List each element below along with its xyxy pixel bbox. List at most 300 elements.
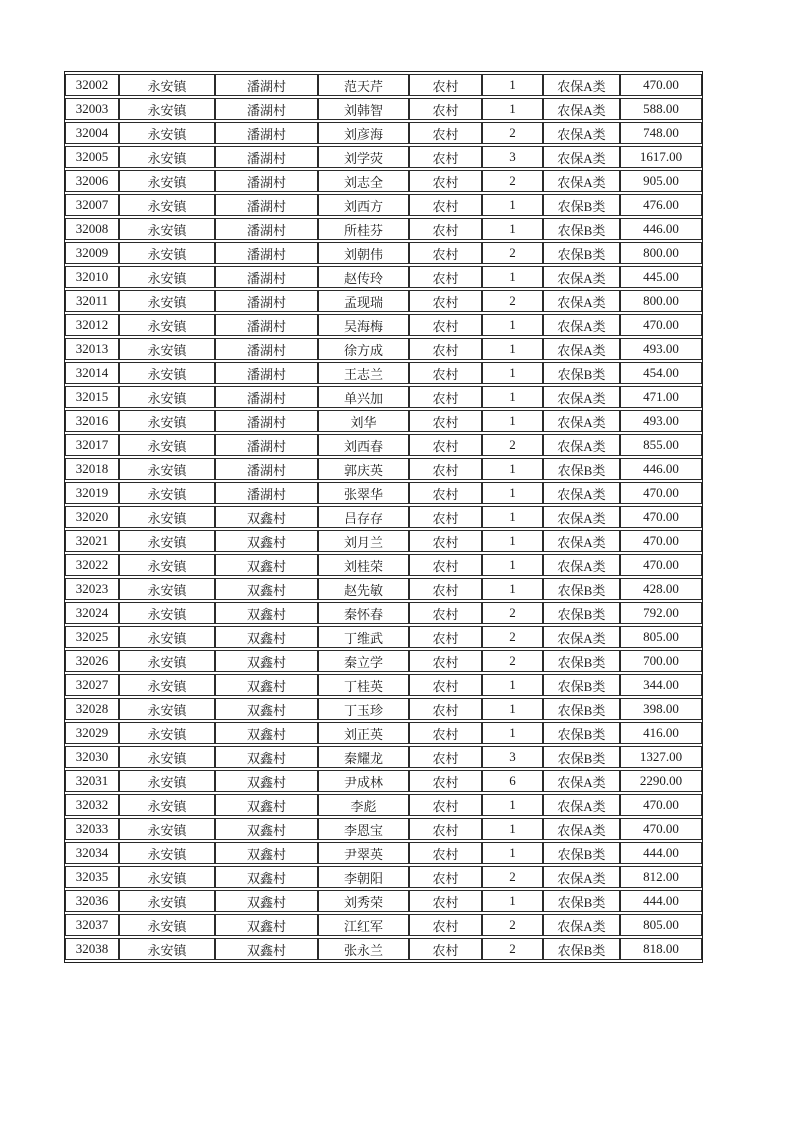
- cell-person-name: 尹成林: [318, 770, 409, 792]
- cell-residence: 农村: [409, 218, 482, 240]
- cell-village: 双鑫村: [215, 578, 318, 600]
- cell-category: 农保A类: [543, 506, 620, 528]
- cell-category: 农保A类: [543, 770, 620, 792]
- cell-residence: 农村: [409, 866, 482, 888]
- cell-count: 2: [482, 170, 543, 192]
- cell-count: 2: [482, 122, 543, 144]
- cell-category: 农保A类: [543, 314, 620, 336]
- benefit-records-table: [64, 71, 703, 963]
- table-row: [65, 386, 702, 408]
- cell-town: 永安镇: [119, 890, 215, 912]
- cell-amount: 493.00: [620, 410, 702, 432]
- cell-amount: 700.00: [620, 650, 702, 672]
- cell-town: 永安镇: [119, 554, 215, 576]
- cell-count: 2: [482, 914, 543, 936]
- cell-village: 潘湖村: [215, 194, 318, 216]
- cell-id: 32027: [65, 674, 119, 696]
- cell-count: 1: [482, 458, 543, 480]
- cell-residence: 农村: [409, 290, 482, 312]
- cell-town: 永安镇: [119, 626, 215, 648]
- cell-count: 1: [482, 530, 543, 552]
- table-row: [65, 218, 702, 240]
- cell-count: 1: [482, 722, 543, 744]
- cell-residence: 农村: [409, 506, 482, 528]
- cell-residence: 农村: [409, 242, 482, 264]
- cell-residence: 农村: [409, 362, 482, 384]
- cell-residence: 农村: [409, 266, 482, 288]
- cell-town: 永安镇: [119, 698, 215, 720]
- cell-id: 32023: [65, 578, 119, 600]
- cell-count: 1: [482, 386, 543, 408]
- cell-count: 2: [482, 866, 543, 888]
- cell-town: 永安镇: [119, 530, 215, 552]
- cell-count: 2: [482, 602, 543, 624]
- cell-id: 32004: [65, 122, 119, 144]
- cell-person-name: 刘正英: [318, 722, 409, 744]
- cell-id: 32005: [65, 146, 119, 168]
- cell-amount: 855.00: [620, 434, 702, 456]
- cell-amount: 344.00: [620, 674, 702, 696]
- cell-amount: 470.00: [620, 482, 702, 504]
- cell-id: 32013: [65, 338, 119, 360]
- cell-residence: 农村: [409, 194, 482, 216]
- cell-person-name: 徐方成: [318, 338, 409, 360]
- cell-residence: 农村: [409, 314, 482, 336]
- cell-amount: 445.00: [620, 266, 702, 288]
- cell-id: 32016: [65, 410, 119, 432]
- table-row: [65, 938, 702, 960]
- cell-category: 农保A类: [543, 794, 620, 816]
- cell-village: 双鑫村: [215, 530, 318, 552]
- cell-village: 潘湖村: [215, 362, 318, 384]
- table-row: [65, 746, 702, 768]
- cell-village: 双鑫村: [215, 914, 318, 936]
- cell-amount: 800.00: [620, 242, 702, 264]
- table-row: [65, 122, 702, 144]
- cell-count: 1: [482, 842, 543, 864]
- cell-category: 农保B类: [543, 722, 620, 744]
- cell-category: 农保A类: [543, 146, 620, 168]
- cell-id: 32033: [65, 818, 119, 840]
- table-row: [65, 458, 702, 480]
- cell-town: 永安镇: [119, 938, 215, 960]
- cell-residence: 农村: [409, 674, 482, 696]
- cell-count: 6: [482, 770, 543, 792]
- cell-town: 永安镇: [119, 266, 215, 288]
- cell-amount: 805.00: [620, 626, 702, 648]
- table-row: [65, 890, 702, 912]
- cell-residence: 农村: [409, 530, 482, 552]
- cell-town: 永安镇: [119, 602, 215, 624]
- cell-person-name: 郭庆英: [318, 458, 409, 480]
- table-row: [65, 770, 702, 792]
- cell-person-name: 刘志全: [318, 170, 409, 192]
- cell-village: 双鑫村: [215, 626, 318, 648]
- cell-town: 永安镇: [119, 842, 215, 864]
- cell-person-name: 刘华: [318, 410, 409, 432]
- cell-residence: 农村: [409, 770, 482, 792]
- cell-amount: 444.00: [620, 890, 702, 912]
- cell-amount: 493.00: [620, 338, 702, 360]
- cell-count: 2: [482, 938, 543, 960]
- table-row: [65, 602, 702, 624]
- cell-count: 1: [482, 698, 543, 720]
- cell-count: 1: [482, 314, 543, 336]
- cell-residence: 农村: [409, 890, 482, 912]
- cell-town: 永安镇: [119, 650, 215, 672]
- cell-residence: 农村: [409, 842, 482, 864]
- cell-person-name: 刘秀荣: [318, 890, 409, 912]
- cell-person-name: 秦立学: [318, 650, 409, 672]
- cell-amount: 428.00: [620, 578, 702, 600]
- cell-town: 永安镇: [119, 338, 215, 360]
- cell-category: 农保B类: [543, 650, 620, 672]
- cell-category: 农保A类: [543, 266, 620, 288]
- cell-village: 潘湖村: [215, 434, 318, 456]
- cell-village: 潘湖村: [215, 98, 318, 120]
- cell-id: 32011: [65, 290, 119, 312]
- cell-residence: 农村: [409, 146, 482, 168]
- cell-residence: 农村: [409, 434, 482, 456]
- table-row: [65, 626, 702, 648]
- cell-person-name: 单兴加: [318, 386, 409, 408]
- cell-amount: 470.00: [620, 554, 702, 576]
- table-row: [65, 578, 702, 600]
- cell-person-name: 赵先敏: [318, 578, 409, 600]
- cell-town: 永安镇: [119, 74, 215, 96]
- cell-residence: 农村: [409, 386, 482, 408]
- cell-residence: 农村: [409, 746, 482, 768]
- cell-town: 永安镇: [119, 194, 215, 216]
- cell-category: 农保A类: [543, 74, 620, 96]
- cell-person-name: 刘朝伟: [318, 242, 409, 264]
- cell-category: 农保A类: [543, 434, 620, 456]
- cell-residence: 农村: [409, 410, 482, 432]
- cell-count: 1: [482, 218, 543, 240]
- table-row: [65, 482, 702, 504]
- cell-person-name: 秦耀龙: [318, 746, 409, 768]
- cell-person-name: 丁桂英: [318, 674, 409, 696]
- cell-residence: 农村: [409, 602, 482, 624]
- cell-id: 32006: [65, 170, 119, 192]
- cell-id: 32032: [65, 794, 119, 816]
- cell-residence: 农村: [409, 650, 482, 672]
- cell-person-name: 张永兰: [318, 938, 409, 960]
- cell-town: 永安镇: [119, 290, 215, 312]
- cell-count: 1: [482, 578, 543, 600]
- cell-id: 32017: [65, 434, 119, 456]
- table-row: [65, 314, 702, 336]
- cell-category: 农保A类: [543, 290, 620, 312]
- cell-count: 1: [482, 818, 543, 840]
- cell-count: 1: [482, 98, 543, 120]
- cell-category: 农保A类: [543, 914, 620, 936]
- cell-id: 32036: [65, 890, 119, 912]
- cell-count: 1: [482, 482, 543, 504]
- cell-id: 32007: [65, 194, 119, 216]
- cell-town: 永安镇: [119, 458, 215, 480]
- cell-person-name: 尹翠英: [318, 842, 409, 864]
- table-row: [65, 338, 702, 360]
- cell-id: 32022: [65, 554, 119, 576]
- cell-person-name: 吕存存: [318, 506, 409, 528]
- cell-person-name: 王志兰: [318, 362, 409, 384]
- cell-category: 农保B类: [543, 938, 620, 960]
- cell-person-name: 秦怀春: [318, 602, 409, 624]
- cell-town: 永安镇: [119, 362, 215, 384]
- table-row: [65, 194, 702, 216]
- cell-person-name: 刘学荧: [318, 146, 409, 168]
- cell-village: 双鑫村: [215, 698, 318, 720]
- cell-count: 2: [482, 650, 543, 672]
- cell-town: 永安镇: [119, 794, 215, 816]
- cell-id: 32012: [65, 314, 119, 336]
- cell-id: 32031: [65, 770, 119, 792]
- cell-person-name: 丁玉珍: [318, 698, 409, 720]
- table-row: [65, 818, 702, 840]
- cell-category: 农保A类: [543, 338, 620, 360]
- cell-residence: 农村: [409, 578, 482, 600]
- cell-person-name: 李彪: [318, 794, 409, 816]
- cell-amount: 588.00: [620, 98, 702, 120]
- cell-amount: 812.00: [620, 866, 702, 888]
- table-row: [65, 506, 702, 528]
- cell-person-name: 刘西方: [318, 194, 409, 216]
- cell-person-name: 江红军: [318, 914, 409, 936]
- cell-town: 永安镇: [119, 746, 215, 768]
- table-row: [65, 698, 702, 720]
- cell-town: 永安镇: [119, 314, 215, 336]
- table-row: [65, 434, 702, 456]
- cell-category: 农保B类: [543, 698, 620, 720]
- cell-person-name: 张翠华: [318, 482, 409, 504]
- cell-village: 潘湖村: [215, 266, 318, 288]
- cell-count: 1: [482, 674, 543, 696]
- cell-residence: 农村: [409, 626, 482, 648]
- cell-category: 农保A类: [543, 386, 620, 408]
- table-row: [65, 170, 702, 192]
- cell-amount: 1327.00: [620, 746, 702, 768]
- cell-count: 1: [482, 194, 543, 216]
- cell-town: 永安镇: [119, 410, 215, 432]
- cell-town: 永安镇: [119, 578, 215, 600]
- cell-village: 潘湖村: [215, 170, 318, 192]
- cell-id: 32030: [65, 746, 119, 768]
- table-row: [65, 914, 702, 936]
- cell-count: 2: [482, 434, 543, 456]
- cell-id: 32024: [65, 602, 119, 624]
- cell-person-name: 丁维武: [318, 626, 409, 648]
- cell-town: 永安镇: [119, 506, 215, 528]
- cell-category: 农保B类: [543, 602, 620, 624]
- cell-category: 农保B类: [543, 242, 620, 264]
- cell-residence: 农村: [409, 698, 482, 720]
- cell-village: 潘湖村: [215, 386, 318, 408]
- cell-person-name: 赵传玲: [318, 266, 409, 288]
- cell-category: 农保B类: [543, 194, 620, 216]
- cell-town: 永安镇: [119, 674, 215, 696]
- table-row: [65, 530, 702, 552]
- cell-person-name: 刘桂荣: [318, 554, 409, 576]
- cell-category: 农保A类: [543, 554, 620, 576]
- cell-village: 潘湖村: [215, 146, 318, 168]
- cell-village: 双鑫村: [215, 602, 318, 624]
- cell-residence: 农村: [409, 938, 482, 960]
- table-row: [65, 674, 702, 696]
- cell-town: 永安镇: [119, 770, 215, 792]
- cell-category: 农保A类: [543, 818, 620, 840]
- records-table-body: [65, 74, 702, 960]
- cell-village: 潘湖村: [215, 314, 318, 336]
- cell-town: 永安镇: [119, 242, 215, 264]
- cell-village: 潘湖村: [215, 242, 318, 264]
- cell-count: 1: [482, 554, 543, 576]
- cell-category: 农保B类: [543, 362, 620, 384]
- cell-village: 双鑫村: [215, 842, 318, 864]
- cell-count: 2: [482, 242, 543, 264]
- cell-town: 永安镇: [119, 146, 215, 168]
- cell-id: 32018: [65, 458, 119, 480]
- cell-amount: 398.00: [620, 698, 702, 720]
- cell-amount: 476.00: [620, 194, 702, 216]
- cell-village: 双鑫村: [215, 818, 318, 840]
- cell-residence: 农村: [409, 74, 482, 96]
- cell-amount: 446.00: [620, 218, 702, 240]
- cell-id: 32029: [65, 722, 119, 744]
- cell-residence: 农村: [409, 722, 482, 744]
- cell-village: 潘湖村: [215, 458, 318, 480]
- cell-residence: 农村: [409, 554, 482, 576]
- table-row: [65, 362, 702, 384]
- table-row: [65, 794, 702, 816]
- cell-town: 永安镇: [119, 218, 215, 240]
- cell-amount: 470.00: [620, 314, 702, 336]
- cell-village: 潘湖村: [215, 74, 318, 96]
- cell-category: 农保B类: [543, 674, 620, 696]
- cell-person-name: 吴海梅: [318, 314, 409, 336]
- cell-count: 2: [482, 290, 543, 312]
- cell-person-name: 刘韩智: [318, 98, 409, 120]
- cell-id: 32034: [65, 842, 119, 864]
- cell-village: 潘湖村: [215, 122, 318, 144]
- cell-category: 农保A类: [543, 410, 620, 432]
- cell-amount: 470.00: [620, 530, 702, 552]
- cell-count: 3: [482, 746, 543, 768]
- cell-category: 农保A类: [543, 626, 620, 648]
- cell-amount: 471.00: [620, 386, 702, 408]
- cell-village: 双鑫村: [215, 722, 318, 744]
- table-row: [65, 410, 702, 432]
- cell-village: 潘湖村: [215, 290, 318, 312]
- cell-person-name: 李恩宝: [318, 818, 409, 840]
- cell-category: 农保A类: [543, 482, 620, 504]
- cell-village: 双鑫村: [215, 650, 318, 672]
- cell-town: 永安镇: [119, 914, 215, 936]
- cell-category: 农保A类: [543, 530, 620, 552]
- cell-residence: 农村: [409, 794, 482, 816]
- cell-village: 潘湖村: [215, 410, 318, 432]
- cell-amount: 748.00: [620, 122, 702, 144]
- cell-category: 农保B类: [543, 458, 620, 480]
- cell-category: 农保A类: [543, 122, 620, 144]
- cell-category: 农保B类: [543, 890, 620, 912]
- cell-category: 农保B类: [543, 842, 620, 864]
- cell-id: 32015: [65, 386, 119, 408]
- cell-id: 32002: [65, 74, 119, 96]
- cell-amount: 905.00: [620, 170, 702, 192]
- cell-count: 1: [482, 338, 543, 360]
- cell-town: 永安镇: [119, 386, 215, 408]
- cell-category: 农保B类: [543, 578, 620, 600]
- cell-id: 32026: [65, 650, 119, 672]
- cell-id: 32035: [65, 866, 119, 888]
- cell-count: 1: [482, 794, 543, 816]
- cell-count: 2: [482, 626, 543, 648]
- cell-village: 双鑫村: [215, 554, 318, 576]
- cell-id: 32009: [65, 242, 119, 264]
- cell-village: 双鑫村: [215, 866, 318, 888]
- cell-count: 3: [482, 146, 543, 168]
- cell-person-name: 范天芹: [318, 74, 409, 96]
- cell-id: 32028: [65, 698, 119, 720]
- table-row: [65, 74, 702, 96]
- cell-id: 32014: [65, 362, 119, 384]
- cell-person-name: 孟现瑞: [318, 290, 409, 312]
- cell-amount: 454.00: [620, 362, 702, 384]
- cell-town: 永安镇: [119, 98, 215, 120]
- cell-town: 永安镇: [119, 866, 215, 888]
- cell-village: 潘湖村: [215, 218, 318, 240]
- table-row: [65, 722, 702, 744]
- cell-residence: 农村: [409, 482, 482, 504]
- cell-village: 潘湖村: [215, 338, 318, 360]
- cell-amount: 416.00: [620, 722, 702, 744]
- table-row: [65, 290, 702, 312]
- cell-village: 双鑫村: [215, 938, 318, 960]
- cell-id: 32019: [65, 482, 119, 504]
- table-row: [65, 146, 702, 168]
- cell-id: 32025: [65, 626, 119, 648]
- cell-residence: 农村: [409, 170, 482, 192]
- cell-amount: 470.00: [620, 794, 702, 816]
- cell-count: 1: [482, 506, 543, 528]
- cell-category: 农保A类: [543, 866, 620, 888]
- cell-count: 1: [482, 362, 543, 384]
- cell-village: 双鑫村: [215, 506, 318, 528]
- table-row: [65, 650, 702, 672]
- cell-id: 32038: [65, 938, 119, 960]
- cell-town: 永安镇: [119, 818, 215, 840]
- cell-id: 32021: [65, 530, 119, 552]
- table-row: [65, 554, 702, 576]
- cell-id: 32003: [65, 98, 119, 120]
- cell-residence: 农村: [409, 458, 482, 480]
- cell-village: 潘湖村: [215, 482, 318, 504]
- cell-count: 1: [482, 890, 543, 912]
- cell-amount: 800.00: [620, 290, 702, 312]
- table-row: [65, 266, 702, 288]
- cell-residence: 农村: [409, 818, 482, 840]
- cell-id: 32010: [65, 266, 119, 288]
- cell-town: 永安镇: [119, 722, 215, 744]
- cell-town: 永安镇: [119, 122, 215, 144]
- cell-person-name: 所桂芬: [318, 218, 409, 240]
- cell-residence: 农村: [409, 98, 482, 120]
- cell-person-name: 刘西春: [318, 434, 409, 456]
- cell-amount: 470.00: [620, 506, 702, 528]
- cell-residence: 农村: [409, 914, 482, 936]
- cell-amount: 470.00: [620, 818, 702, 840]
